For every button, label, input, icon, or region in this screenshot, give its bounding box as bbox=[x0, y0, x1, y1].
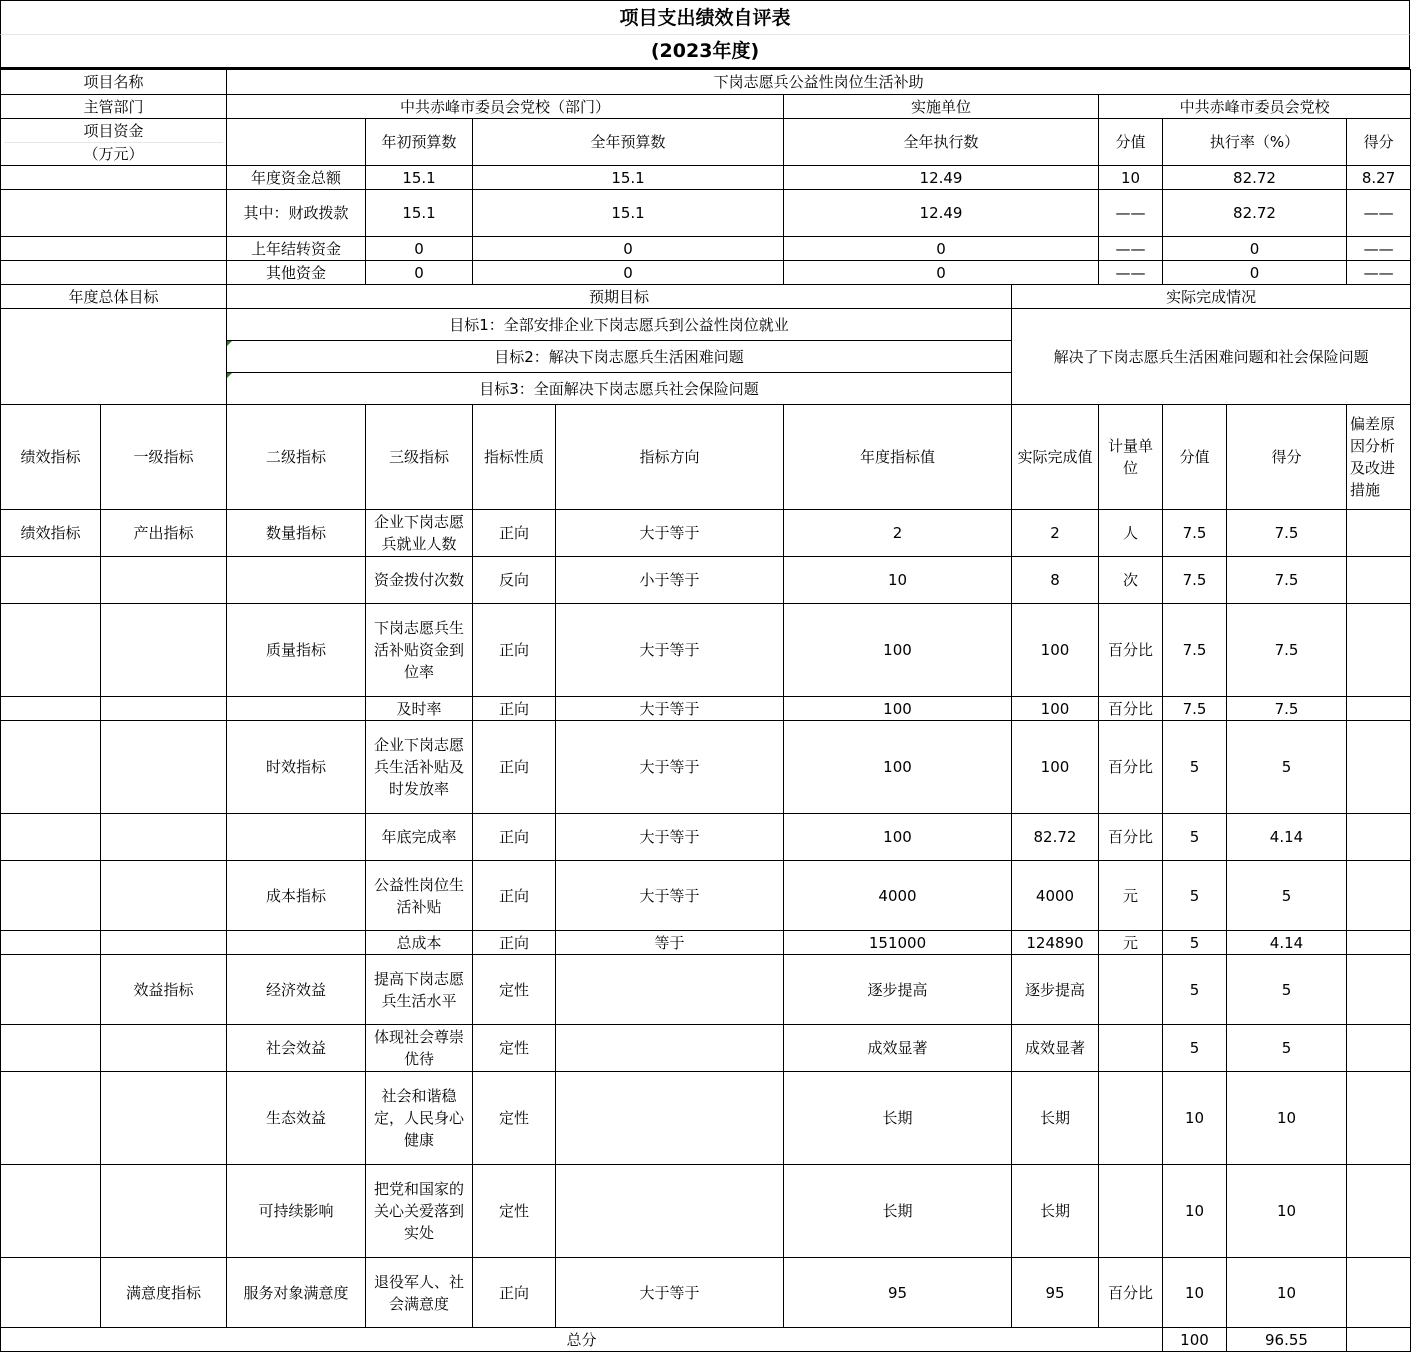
perf-indicator: 绩效指标 bbox=[1, 510, 101, 557]
deviation-note bbox=[1347, 1165, 1411, 1258]
deviation-note bbox=[1347, 697, 1411, 721]
measure-unit bbox=[1099, 1025, 1163, 1072]
fund-row-exec: 0 bbox=[784, 237, 1099, 261]
indicator-direction bbox=[556, 1165, 784, 1258]
indicator-row bbox=[1, 814, 1411, 861]
measure-unit: 人 bbox=[1099, 510, 1163, 557]
score-value: 5 bbox=[1163, 814, 1227, 861]
score-value: 5 bbox=[1163, 861, 1227, 931]
perf-indicator bbox=[1, 1165, 101, 1258]
measure-unit: 百分比 bbox=[1099, 1258, 1163, 1328]
fund-row-full: 15.1 bbox=[473, 166, 784, 190]
indicator-nature: 反向 bbox=[473, 557, 556, 604]
level2-indicator bbox=[227, 697, 366, 721]
annual-target-value: 151000 bbox=[784, 931, 1012, 955]
funds-header-rate: 执行率（%） bbox=[1163, 119, 1347, 166]
funds-header-full: 全年预算数 bbox=[473, 119, 784, 166]
indicator-direction: 大于等于 bbox=[556, 1258, 784, 1328]
col-header: 得分 bbox=[1227, 405, 1347, 510]
indicator-nature: 定性 bbox=[473, 1165, 556, 1258]
indicator-row bbox=[1, 510, 1411, 557]
page-title: 项目支出绩效自评表 bbox=[0, 0, 1410, 35]
fund-row-init: 15.1 bbox=[366, 166, 473, 190]
deviation-note bbox=[1347, 861, 1411, 931]
total-score-value: 100 bbox=[1163, 1328, 1227, 1352]
fund-row bbox=[1, 190, 1411, 237]
fund-row bbox=[1, 166, 1411, 190]
perf-indicator bbox=[1, 1072, 101, 1165]
actual-value: 长期 bbox=[1012, 1072, 1099, 1165]
deviation-note bbox=[1347, 510, 1411, 557]
level2-indicator bbox=[227, 557, 366, 604]
funds-header-row bbox=[1, 119, 1411, 166]
level1-indicator bbox=[101, 1165, 227, 1258]
fund-row-score: —— bbox=[1347, 261, 1411, 285]
fund-row-full: 15.1 bbox=[473, 190, 784, 237]
score: 4.14 bbox=[1227, 931, 1347, 955]
col-header: 三级指标 bbox=[366, 405, 473, 510]
annual-target-value: 2 bbox=[784, 510, 1012, 557]
impl-value: 中共赤峰市委员会党校 bbox=[1099, 95, 1411, 119]
indicator-row bbox=[1, 1025, 1411, 1072]
level3-indicator: 公益性岗位生活补贴 bbox=[366, 861, 473, 931]
annual-target-value: 长期 bbox=[784, 1165, 1012, 1258]
fund-row-score-value: —— bbox=[1099, 190, 1163, 237]
actual-value: 82.72 bbox=[1012, 814, 1099, 861]
measure-unit: 百分比 bbox=[1099, 604, 1163, 697]
score: 7.5 bbox=[1227, 510, 1347, 557]
score-value: 10 bbox=[1163, 1258, 1227, 1328]
total-label: 总分 bbox=[1, 1328, 1163, 1352]
indicator-direction bbox=[556, 1025, 784, 1072]
level2-indicator: 经济效益 bbox=[227, 955, 366, 1025]
fund-row-rate: 82.72 bbox=[1163, 190, 1347, 237]
score: 7.5 bbox=[1227, 604, 1347, 697]
indicator-row bbox=[1, 697, 1411, 721]
total-row bbox=[1, 1328, 1411, 1352]
fund-row-rate: 82.72 bbox=[1163, 166, 1347, 190]
annual-target-value: 95 bbox=[784, 1258, 1012, 1328]
level3-indicator: 总成本 bbox=[366, 931, 473, 955]
fund-row-rate: 0 bbox=[1163, 237, 1347, 261]
col-header: 分值 bbox=[1163, 405, 1227, 510]
indicator-nature: 正向 bbox=[473, 931, 556, 955]
score: 7.5 bbox=[1227, 557, 1347, 604]
fund-row-blank bbox=[1, 261, 227, 285]
annual-target-value: 逐步提高 bbox=[784, 955, 1012, 1025]
funds-header-exec: 全年执行数 bbox=[784, 119, 1099, 166]
level3-indicator: 企业下岗志愿兵就业人数 bbox=[366, 510, 473, 557]
measure-unit: 百分比 bbox=[1099, 814, 1163, 861]
annual-target-value: 长期 bbox=[784, 1072, 1012, 1165]
score: 5 bbox=[1227, 1025, 1347, 1072]
measure-unit: 百分比 bbox=[1099, 721, 1163, 814]
perf-indicator bbox=[1, 1258, 101, 1328]
fund-row-score-value: —— bbox=[1099, 237, 1163, 261]
department-row bbox=[1, 95, 1411, 119]
actual-value: 成效显著 bbox=[1012, 1025, 1099, 1072]
score-value: 7.5 bbox=[1163, 557, 1227, 604]
impl-label: 实施单位 bbox=[784, 95, 1099, 119]
level2-indicator: 可持续影响 bbox=[227, 1165, 366, 1258]
fund-row-score: 8.27 bbox=[1347, 166, 1411, 190]
level3-indicator: 把党和国家的关心关爱落到实处 bbox=[366, 1165, 473, 1258]
level2-indicator: 服务对象满意度 bbox=[227, 1258, 366, 1328]
fund-row-init: 0 bbox=[366, 237, 473, 261]
col-header: 偏差原因分析及改进措施 bbox=[1347, 405, 1411, 510]
perf-indicator bbox=[1, 861, 101, 931]
goals-blank bbox=[1, 309, 227, 405]
indicator-nature: 正向 bbox=[473, 510, 556, 557]
deviation-note bbox=[1347, 721, 1411, 814]
total-score: 96.55 bbox=[1227, 1328, 1347, 1352]
fund-row-full: 0 bbox=[473, 261, 784, 285]
perf-indicator bbox=[1, 955, 101, 1025]
score-value: 5 bbox=[1163, 721, 1227, 814]
annual-target-value: 4000 bbox=[784, 861, 1012, 931]
indicator-direction: 大于等于 bbox=[556, 814, 784, 861]
measure-unit: 元 bbox=[1099, 931, 1163, 955]
indicator-row bbox=[1, 721, 1411, 814]
fund-row bbox=[1, 237, 1411, 261]
deviation-note bbox=[1347, 557, 1411, 604]
perf-indicator bbox=[1, 721, 101, 814]
annual-target-value: 100 bbox=[784, 604, 1012, 697]
indicator-direction bbox=[556, 955, 784, 1025]
indicator-nature: 正向 bbox=[473, 814, 556, 861]
actual-value: 100 bbox=[1012, 604, 1099, 697]
col-header: 绩效指标 bbox=[1, 405, 101, 510]
score-value: 5 bbox=[1163, 931, 1227, 955]
total-note bbox=[1347, 1328, 1411, 1352]
indicator-direction: 小于等于 bbox=[556, 557, 784, 604]
deviation-note bbox=[1347, 1258, 1411, 1328]
level1-indicator: 效益指标 bbox=[101, 955, 227, 1025]
fund-row-label: 其他资金 bbox=[227, 261, 366, 285]
indicator-direction bbox=[556, 1072, 784, 1165]
level1-indicator bbox=[101, 1072, 227, 1165]
score-value: 10 bbox=[1163, 1072, 1227, 1165]
fund-row-exec: 0 bbox=[784, 261, 1099, 285]
score-value: 5 bbox=[1163, 955, 1227, 1025]
level1-indicator bbox=[101, 604, 227, 697]
indicator-direction: 大于等于 bbox=[556, 510, 784, 557]
funds-label-line1: 项目资金 bbox=[4, 120, 223, 143]
goal-target-2: 目标2：解决下岗志愿兵生活困难问题 bbox=[227, 341, 1012, 373]
perf-indicator bbox=[1, 604, 101, 697]
col-header: 一级指标 bbox=[101, 405, 227, 510]
fund-row-blank bbox=[1, 166, 227, 190]
funds-header-init: 年初预算数 bbox=[366, 119, 473, 166]
evaluation-table bbox=[0, 69, 1411, 405]
indicator-direction: 等于 bbox=[556, 931, 784, 955]
project-name-value: 下岗志愿兵公益性岗位生活补助 bbox=[227, 70, 1411, 95]
level1-indicator bbox=[101, 1025, 227, 1072]
indicator-row bbox=[1, 557, 1411, 604]
annual-target-value: 10 bbox=[784, 557, 1012, 604]
fund-row-exec: 12.49 bbox=[784, 166, 1099, 190]
measure-unit bbox=[1099, 955, 1163, 1025]
indicator-direction: 大于等于 bbox=[556, 721, 784, 814]
expected-goal-label: 预期目标 bbox=[227, 285, 1012, 309]
measure-unit: 元 bbox=[1099, 861, 1163, 931]
score-value: 7.5 bbox=[1163, 697, 1227, 721]
level3-indicator: 企业下岗志愿兵生活补贴及时发放率 bbox=[366, 721, 473, 814]
level2-indicator: 时效指标 bbox=[227, 721, 366, 814]
level3-indicator: 下岗志愿兵生活补贴资金到位率 bbox=[366, 604, 473, 697]
indicator-nature: 定性 bbox=[473, 1072, 556, 1165]
indicator-row bbox=[1, 1165, 1411, 1258]
fund-row-score: —— bbox=[1347, 237, 1411, 261]
deviation-note bbox=[1347, 1072, 1411, 1165]
indicator-row bbox=[1, 1072, 1411, 1165]
actual-value: 4000 bbox=[1012, 861, 1099, 931]
indicator-row bbox=[1, 604, 1411, 697]
measure-unit: 次 bbox=[1099, 557, 1163, 604]
goals-header-row bbox=[1, 285, 1411, 309]
fund-row-blank bbox=[1, 237, 227, 261]
fund-row-label: 其中：财政拨款 bbox=[227, 190, 366, 237]
score: 7.5 bbox=[1227, 697, 1347, 721]
perf-indicator bbox=[1, 931, 101, 955]
annual-target-value: 100 bbox=[784, 697, 1012, 721]
level1-indicator bbox=[101, 721, 227, 814]
indicator-nature: 正向 bbox=[473, 697, 556, 721]
col-header: 指标性质 bbox=[473, 405, 556, 510]
page-subtitle: (2023年度) bbox=[0, 35, 1410, 69]
goal-row bbox=[1, 309, 1411, 341]
actual-value: 8 bbox=[1012, 557, 1099, 604]
score: 5 bbox=[1227, 721, 1347, 814]
goal-target-1: 目标1：全部安排企业下岗志愿兵到公益性岗位就业 bbox=[227, 309, 1012, 341]
fund-row-full: 0 bbox=[473, 237, 784, 261]
level2-indicator bbox=[227, 814, 366, 861]
indicator-direction: 大于等于 bbox=[556, 861, 784, 931]
dept-label: 主管部门 bbox=[1, 95, 227, 119]
col-header: 年度指标值 bbox=[784, 405, 1012, 510]
score-value: 7.5 bbox=[1163, 604, 1227, 697]
funds-label bbox=[1, 119, 227, 166]
score-value: 10 bbox=[1163, 1165, 1227, 1258]
annual-target-value: 成效显著 bbox=[784, 1025, 1012, 1072]
indicator-row bbox=[1, 931, 1411, 955]
score: 10 bbox=[1227, 1165, 1347, 1258]
fund-row-rate: 0 bbox=[1163, 261, 1347, 285]
funds-header-score-value: 分值 bbox=[1099, 119, 1163, 166]
indicator-direction: 大于等于 bbox=[556, 697, 784, 721]
perf-indicator bbox=[1, 557, 101, 604]
score: 10 bbox=[1227, 1258, 1347, 1328]
fund-row-init: 15.1 bbox=[366, 190, 473, 237]
level1-indicator: 产出指标 bbox=[101, 510, 227, 557]
dept-value: 中共赤峰市委员会党校（部门） bbox=[227, 95, 784, 119]
fund-row-label: 年度资金总额 bbox=[227, 166, 366, 190]
score-value: 5 bbox=[1163, 1025, 1227, 1072]
level1-indicator bbox=[101, 697, 227, 721]
funds-header-score: 得分 bbox=[1347, 119, 1411, 166]
perf-indicator bbox=[1, 1025, 101, 1072]
annual-target-value: 100 bbox=[784, 814, 1012, 861]
deviation-note bbox=[1347, 955, 1411, 1025]
level1-indicator bbox=[101, 814, 227, 861]
indicator-row bbox=[1, 861, 1411, 931]
level3-indicator: 年底完成率 bbox=[366, 814, 473, 861]
actual-value: 95 bbox=[1012, 1258, 1099, 1328]
level2-indicator: 社会效益 bbox=[227, 1025, 366, 1072]
deviation-note bbox=[1347, 604, 1411, 697]
level2-indicator: 质量指标 bbox=[227, 604, 366, 697]
annual-target-value: 100 bbox=[784, 721, 1012, 814]
project-name-label: 项目名称 bbox=[1, 70, 227, 95]
indicator-nature: 正向 bbox=[473, 721, 556, 814]
level1-indicator bbox=[101, 931, 227, 955]
level2-indicator: 生态效益 bbox=[227, 1072, 366, 1165]
annual-goal-label: 年度总体目标 bbox=[1, 285, 227, 309]
fund-row-blank bbox=[1, 190, 227, 237]
project-name-row bbox=[1, 70, 1411, 95]
indicator-nature: 定性 bbox=[473, 955, 556, 1025]
actual-value: 124890 bbox=[1012, 931, 1099, 955]
fund-row-score-value: 10 bbox=[1099, 166, 1163, 190]
actual-value: 2 bbox=[1012, 510, 1099, 557]
indicator-table bbox=[0, 404, 1411, 1352]
score: 5 bbox=[1227, 955, 1347, 1025]
level2-indicator bbox=[227, 931, 366, 955]
actual-completion-label: 实际完成情况 bbox=[1012, 285, 1411, 309]
col-header: 计量单位 bbox=[1099, 405, 1163, 510]
fund-row-exec: 12.49 bbox=[784, 190, 1099, 237]
level1-indicator bbox=[101, 861, 227, 931]
actual-value: 100 bbox=[1012, 721, 1099, 814]
level3-indicator: 社会和谐稳定，人民身心健康 bbox=[366, 1072, 473, 1165]
level2-indicator: 数量指标 bbox=[227, 510, 366, 557]
perf-indicator bbox=[1, 697, 101, 721]
funds-label-line2: （万元） bbox=[83, 144, 144, 163]
level1-indicator: 满意度指标 bbox=[101, 1258, 227, 1328]
indicator-nature: 正向 bbox=[473, 604, 556, 697]
indicator-row bbox=[1, 955, 1411, 1025]
level1-indicator bbox=[101, 557, 227, 604]
level3-indicator: 资金拨付次数 bbox=[366, 557, 473, 604]
fund-row bbox=[1, 261, 1411, 285]
fund-row-init: 0 bbox=[366, 261, 473, 285]
level3-indicator: 提高下岗志愿兵生活水平 bbox=[366, 955, 473, 1025]
measure-unit bbox=[1099, 1072, 1163, 1165]
deviation-note bbox=[1347, 1025, 1411, 1072]
fund-row-score: —— bbox=[1347, 190, 1411, 237]
col-header: 指标方向 bbox=[556, 405, 784, 510]
measure-unit bbox=[1099, 1165, 1163, 1258]
measure-unit: 百分比 bbox=[1099, 697, 1163, 721]
actual-value: 逐步提高 bbox=[1012, 955, 1099, 1025]
actual-value: 长期 bbox=[1012, 1165, 1099, 1258]
level3-indicator: 体现社会尊崇优待 bbox=[366, 1025, 473, 1072]
funds-header-blank bbox=[227, 119, 366, 166]
level2-indicator: 成本指标 bbox=[227, 861, 366, 931]
indicator-nature: 正向 bbox=[473, 1258, 556, 1328]
indicator-nature: 定性 bbox=[473, 1025, 556, 1072]
score-value: 7.5 bbox=[1163, 510, 1227, 557]
indicator-header-row bbox=[1, 405, 1411, 510]
goal-actual: 解决了下岗志愿兵生活困难问题和社会保险问题 bbox=[1012, 309, 1411, 405]
score: 4.14 bbox=[1227, 814, 1347, 861]
fund-row-score-value: —— bbox=[1099, 261, 1163, 285]
level3-indicator: 退役军人、社会满意度 bbox=[366, 1258, 473, 1328]
col-header: 二级指标 bbox=[227, 405, 366, 510]
perf-indicator bbox=[1, 814, 101, 861]
indicator-row bbox=[1, 1258, 1411, 1328]
score: 5 bbox=[1227, 861, 1347, 931]
indicator-direction: 大于等于 bbox=[556, 604, 784, 697]
goal-target-3: 目标3：全面解决下岗志愿兵社会保险问题 bbox=[227, 373, 1012, 405]
level3-indicator: 及时率 bbox=[366, 697, 473, 721]
col-header: 实际完成值 bbox=[1012, 405, 1099, 510]
deviation-note bbox=[1347, 931, 1411, 955]
score: 10 bbox=[1227, 1072, 1347, 1165]
fund-row-label: 上年结转资金 bbox=[227, 237, 366, 261]
indicator-nature: 正向 bbox=[473, 861, 556, 931]
deviation-note bbox=[1347, 814, 1411, 861]
actual-value: 100 bbox=[1012, 697, 1099, 721]
